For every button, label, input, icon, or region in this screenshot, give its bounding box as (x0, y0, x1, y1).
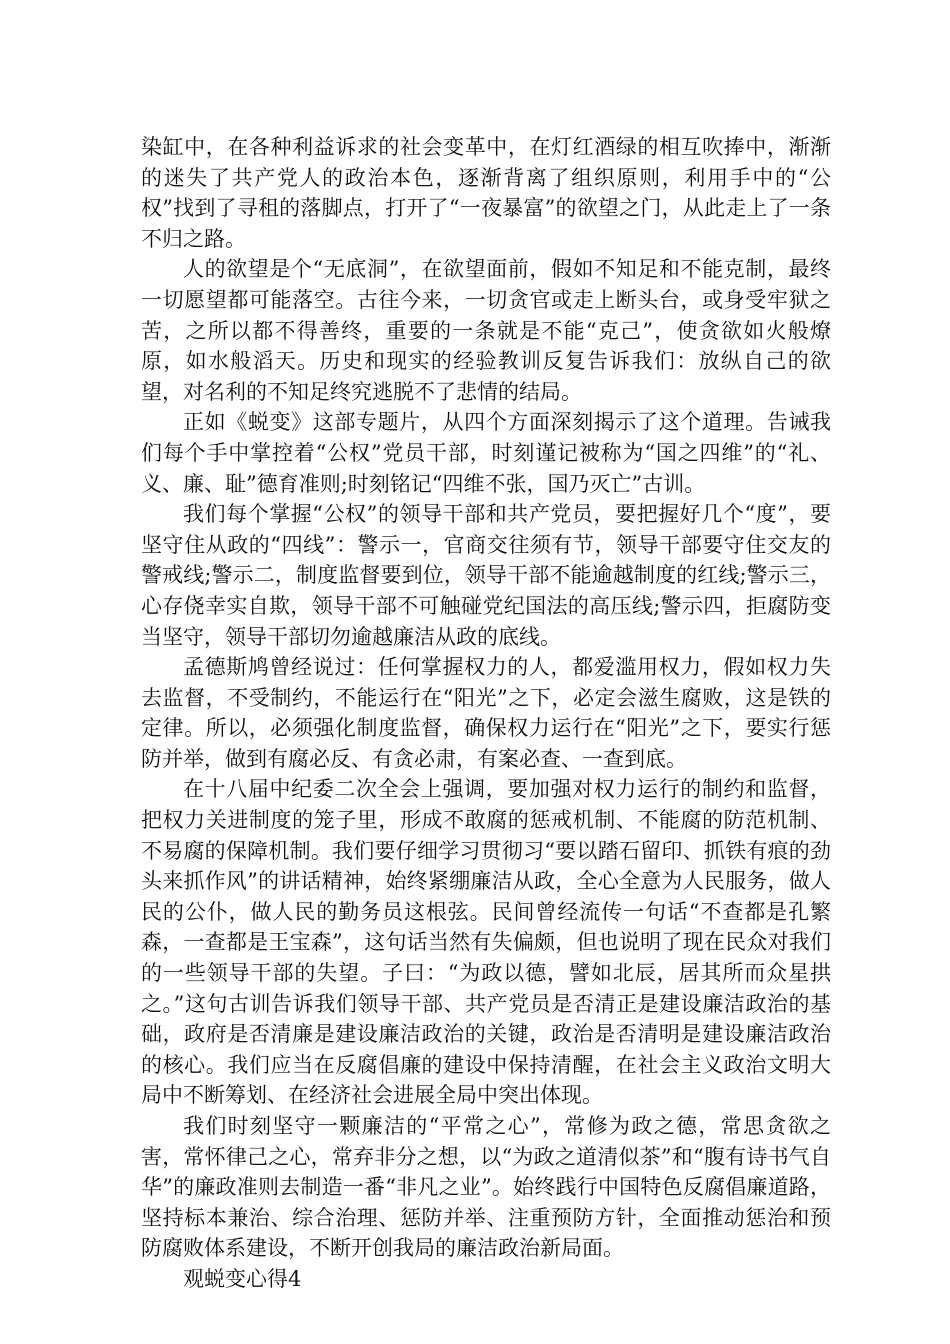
paragraph-4: 我们每个掌握“公权”的领导干部和共产党员，要把握好几个“度”，要坚守住从政的“四线”：警示一，官商交往须有节，领导干部要守住交友的警戒线;警示二，制度监督要到位，领导干部不能逾越制度的红线;警示三，心存侥幸实自欺，领导干部不可触碰党纪国法的高压线;警示四，拒腐防变当坚守，领导干部切勿逾越廉洁从政的底线。 (141, 502, 831, 649)
paragraph-7: 我们时刻坚守一颗廉洁的“平常之心”，常修为政之德，常思贪欲之害，常怀律己之心，常弃非分之想，以“为政之道清似茶”和“腹有诗书气自华”的廉政准则去制造一番“非凡之业”。始终践行中国特色反腐倡廉道路，坚持标本兼治、综合治理、惩防并举、注重预防方针，全面推动惩治和预防腐败体系建设，不断开创我局的廉洁政治新局面。 (141, 1114, 831, 1261)
paragraph-2: 人的欲望是个“无底洞”，在欲望面前，假如不知足和不能克制，最终一切愿望都可能落空。古往今来，一切贪官或走上断头台，或身受牢狱之苦，之所以都不得善终，重要的一条就是不能“克己”，使贪欲如火般燎原，如水般滔天。历史和现实的经验教训反复告诉我们：放纵自己的欲望，对名利的不知足终究逃脱不了悲情的结局。 (141, 257, 831, 404)
paragraph-3: 正如《蜕变》这部专题片，从四个方面深刻揭示了这个道理。告诫我们每个手中掌控着“公权”党员干部，时刻谨记被称为“国之四维”的“礼、义、廉、耻”德育准则;时刻铭记“四维不张，国乃灭亡”古训。 (141, 410, 831, 496)
paragraph-1: 染缸中，在各种利益诉求的社会变革中，在灯红酒绿的相互吹捧中，渐渐的迷失了共产党人的政治本色，逐渐背离了组织原则，利用手中的“公权”找到了寻租的落脚点，打开了“一夜暴富”的欲望之门，从此走上了一条不归之路。 (141, 135, 831, 251)
paragraph-6: 在十八届中纪委二次全会上强调，要加强对权力运行的制约和监督，把权力关进制度的笼子里，形成不敢腐的惩戒机制、不能腐的防范机制、不易腐的保障机制。我们要仔细学习贯彻习“要以踏石留印、抓铁有痕的劲头来抓作风”的讲话精神，始终紧绷廉洁从政，全心全意为人民服务，做人民的公仆，做人民的勤务员这根弦。民间曾经流传一句话“不查都是孔繁森，一查都是王宝森”，这句话当然有失偏颇，但也说明了现在民众对我们的一些领导干部的失望。子曰：“为政以德，譬如北辰，居其所而众星拱之。”这句古训告诉我们领导干部、共产党员是否清正是建设廉洁政治的基础，政府是否清廉是建设廉洁政治的关键，政治是否清明是建设廉洁政治的核心。我们应当在反腐倡廉的建设中保持清醒，在社会主义政治文明大局中不断筹划、在经济社会进展全局中突出体现。 (141, 777, 831, 1108)
next-section-title: 观蜕变心得4 (183, 1266, 302, 1291)
paragraph-5: 孟德斯鸠曾经说过：任何掌握权力的人，都爱滥用权力，假如权力失去监督，不受制约，不能运行在“阳光”之下，必定会滋生腐败，这是铁的定律。所以，必须强化制度监督，确保权力运行在“阳光”之下，要实行惩防并举，做到有腐必反、有贪必肃，有案必查、一查到底。 (141, 655, 831, 771)
document-body (141, 132, 831, 1295)
